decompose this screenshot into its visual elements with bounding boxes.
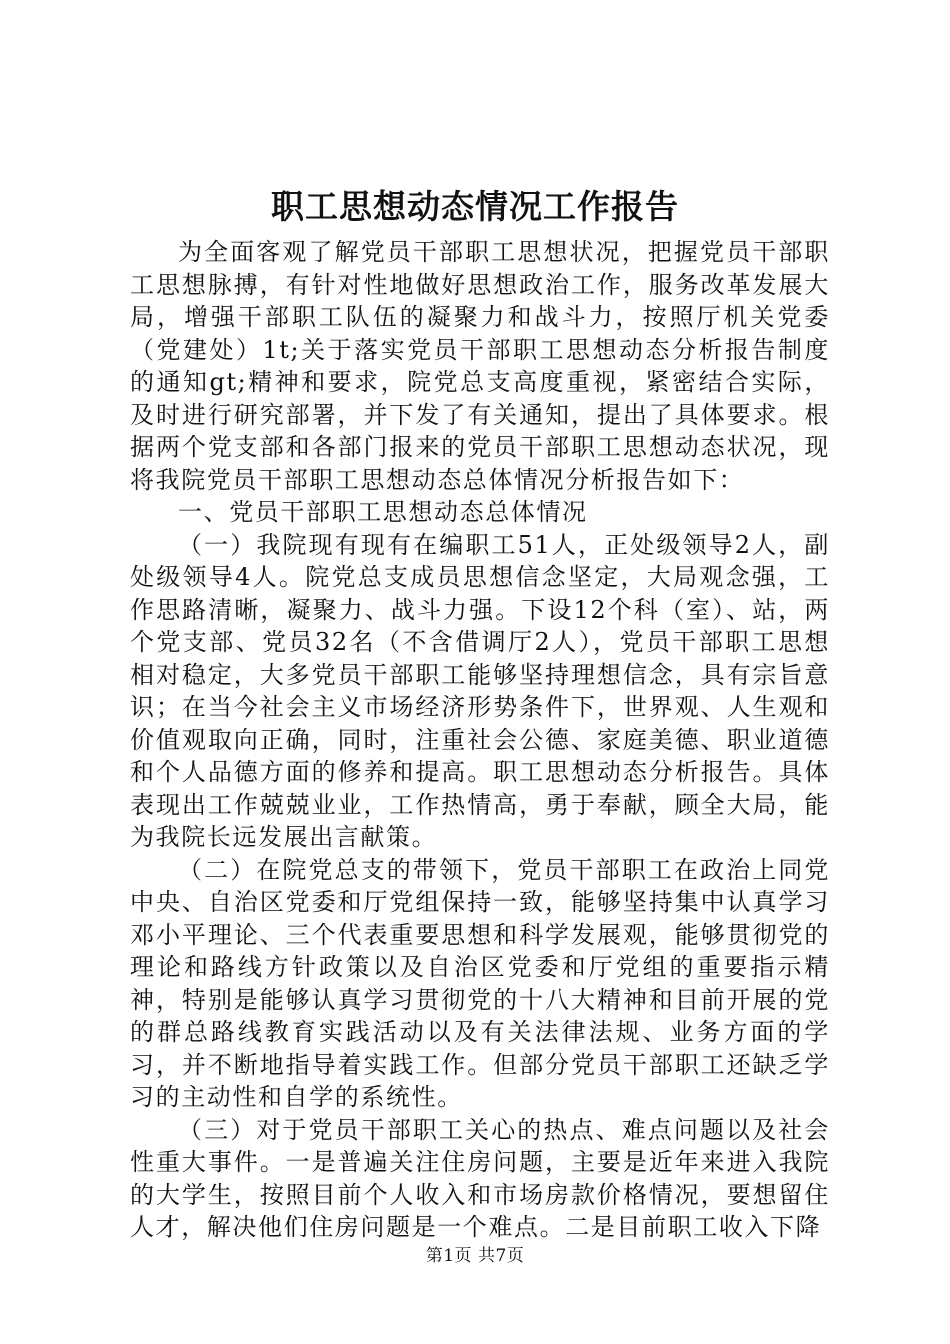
document-title: 职工思想动态情况工作报告	[271, 187, 679, 226]
paragraph-2: （二）在院党总支的带领下，党员干部职工在政治上同党中央、自治区党委和厅党组保持一致，能够坚持集中认真学习邓小平理论、三个代表重要思想和科学发展观，能够贯彻党的理论和路线方针政策以及自治区党委和厅党组的重要指示精神，特别是能够认真学习贯彻党的十八大精神和目前开展的党的群总路线教育实践活动以及有关法律法规、业务方面的学习，并不断地指导着实践工作。但部分党员干部职工还缺乏学习的主动性和自学的系统性。	[130, 855, 830, 1111]
document-body	[130, 236, 830, 1244]
paragraph-1: （一）我院现有现有在编职工51人，正处级领导2人，副处级领导4人。院党总支成员思想信念坚定，大局观念强，工作思路清晰，凝聚力、战斗力强。下设12个科（室）、站，两个党支部、党员32名（不含借调厅2人），党员干部职工思想相对稳定，大多党员干部职工能够坚持理想信念，具有宗旨意识；在当今社会主义市场经济形势条件下，世界观、人生观和价值观取向正确，同时，注重社会公德、家庭美德、职业道德和个人品德方面的修养和提高。职工思想动态分析报告。具体表现出工作兢兢业业，工作热情高，勇于奉献，顾全大局，能为我院长远发展出言献策。	[130, 530, 830, 851]
paragraph-3: （三）对于党员干部职工关心的热点、难点问题以及社会性重大事件。一是普遍关注住房问题，主要是近年来进入我院的大学生，按照目前个人收入和市场房款价格情况，要想留住人才，解决他们住房问题是一个难点。二是目前职工收入下降	[130, 1115, 830, 1241]
page-footer: 第1页 共7页	[425, 1246, 525, 1266]
section-heading: 一、党员干部职工思想动态总体情况	[178, 498, 588, 526]
intro-paragraph: 为全面客观了解党员干部职工思想状况，把握党员干部职工思想脉搏，有针对性地做好思想政治工作，服务改革发展大局，增强干部职工队伍的凝聚力和战斗力，按照厅机关党委（党建处）1t;关于落实党员干部职工思想动态分析报告制度的通知gt;精神和要求，院党总支高度重视，紧密结合实际，及时进行研究部署，并下发了有关通知，提出了具体要求。根据两个党支部和各部门报来的党员干部职工思想动态状况，现将我院党员干部职工思想动态总体情况分析报告如下：	[130, 238, 830, 494]
